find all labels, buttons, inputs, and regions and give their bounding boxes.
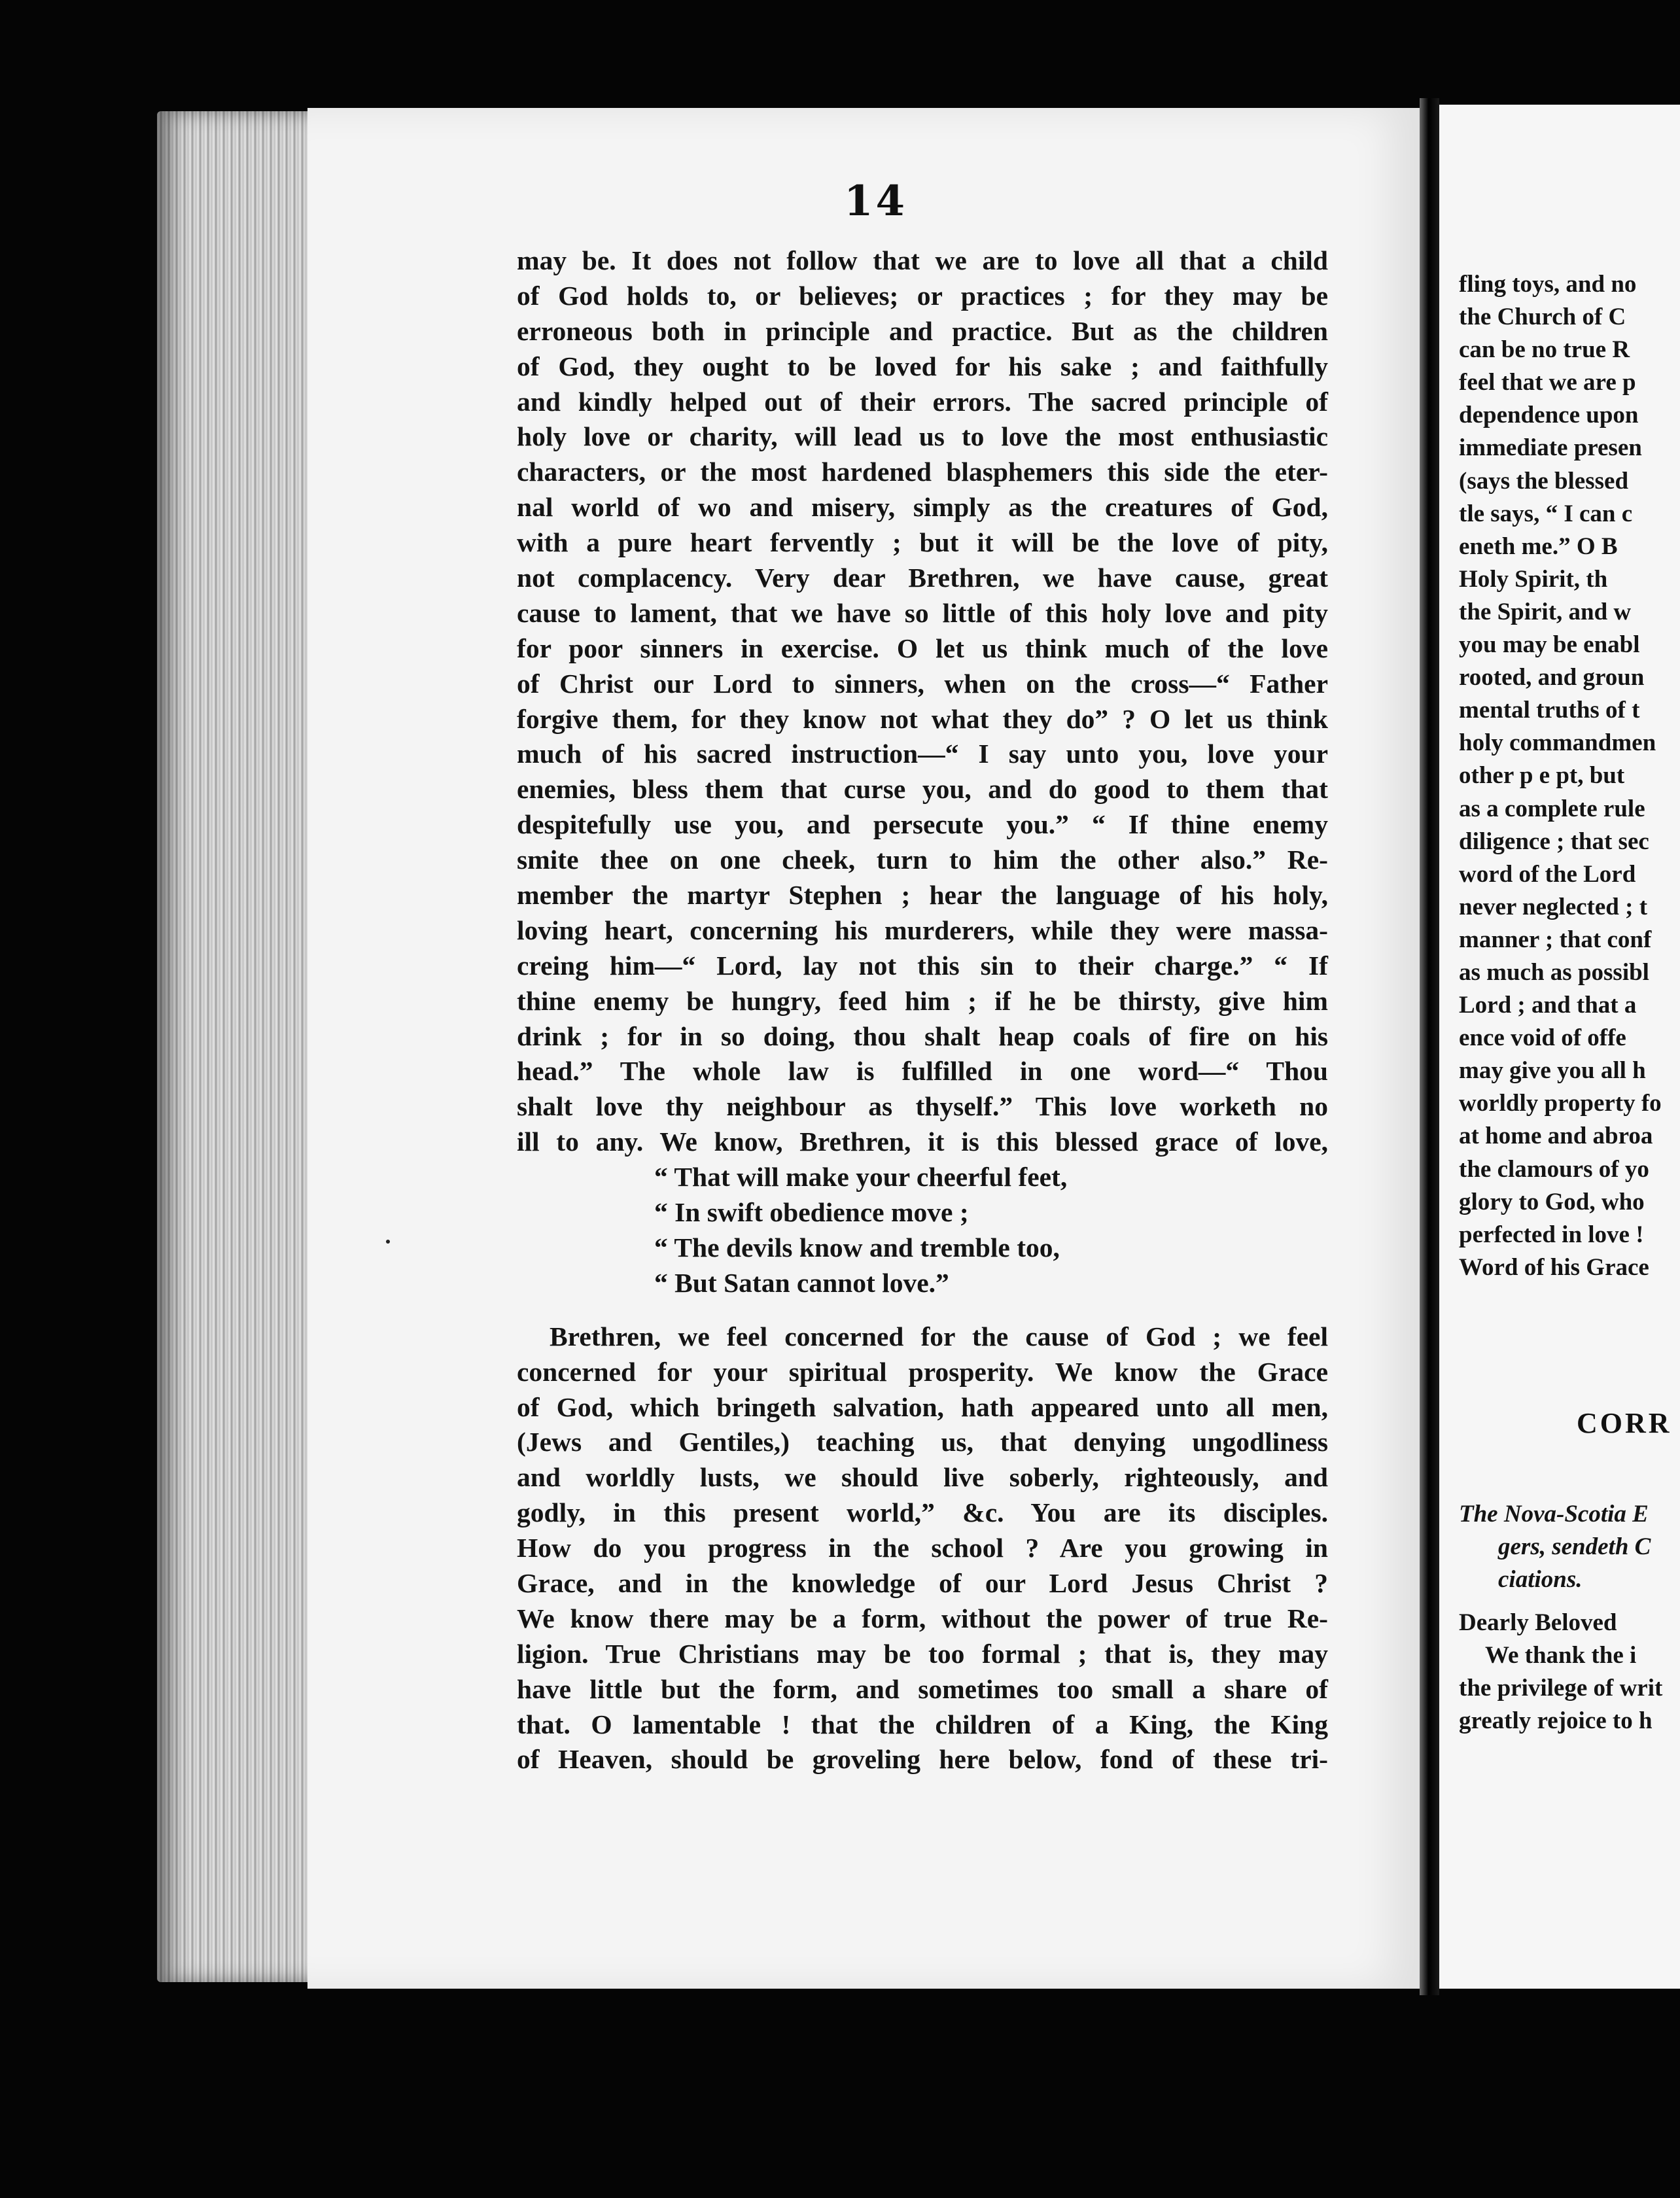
text-line: of Christ our Lord to sinners, when on the cross—“ Father	[517, 668, 1328, 699]
section-heading: CORR	[1577, 1407, 1672, 1439]
text-line: never neglected ; t	[1459, 893, 1648, 920]
book-page-edges	[157, 111, 314, 1982]
text-line: erroneous both in principle and practice. But as the children	[517, 315, 1328, 346]
letter-block	[1459, 1498, 1680, 1737]
text-line: shalt love thy neighbour as thyself.” This love worketh no	[517, 1091, 1328, 1122]
text-line: tle says, “ I can c	[1459, 500, 1633, 527]
text-line: not complacency. Very dear Brethren, we have cause, great	[517, 563, 1328, 593]
text-line: smite thee on one cheek, turn to him the other also.” Re-	[517, 845, 1328, 875]
text-line: holy commandmen	[1459, 729, 1656, 757]
text-line: drink ; for in so doing, thou shalt heap coals of fire on his	[517, 1020, 1328, 1051]
text-line: diligence ; that sec	[1459, 828, 1649, 855]
text-line: much of his sacred instruction—“ I say unto you, love your	[517, 739, 1328, 769]
hymn-verse	[517, 1160, 1328, 1301]
text-line: the Spirit, and w	[1459, 598, 1632, 625]
right-page-text	[1459, 268, 1680, 1284]
text-line: fling toys, and no	[1459, 271, 1637, 298]
text-line: concerned for your spiritual prosperity. We know the Grace	[517, 1356, 1328, 1387]
letter-salutation: Dearly Beloved	[1459, 1609, 1617, 1636]
text-line: rooted, and groun	[1459, 664, 1645, 691]
text-line: ligion. True Christians may be too formal ; that is, they may	[517, 1638, 1328, 1669]
verse-line: “ But Satan cannot love.”	[654, 1267, 949, 1298]
text-line: (says the blessed	[1459, 467, 1629, 495]
text-line: enemies, bless them that curse you, and do good to them that	[517, 774, 1328, 805]
text-line: member the martyr Stephen ; hear the language of his holy,	[517, 880, 1328, 911]
text-line: cause to lament, that we have so little of this holy love and pity	[517, 597, 1328, 628]
text-line: for poor sinners in exercise. O let us think much of the love	[517, 633, 1328, 663]
book-gutter	[1420, 98, 1439, 1995]
text-line: creing him—“ Lord, lay not this sin to their charge.” “ If	[517, 950, 1328, 981]
scan-speck	[386, 1240, 390, 1244]
text-line: may be. It does not follow that we are to love all that a child	[517, 245, 1328, 275]
verse-line: “ In swift obedience move ;	[654, 1197, 969, 1228]
text-line: holy love or charity, will lead us to love the most enthusiastic	[517, 421, 1328, 452]
text-line: characters, or the most hardened blasphemers this side the eter-	[517, 457, 1328, 487]
text-line: nal world of wo and misery, simply as the creatures of God,	[517, 492, 1328, 523]
text-line: you may be enabl	[1459, 631, 1640, 659]
text-line: at home and abroa	[1459, 1123, 1653, 1150]
text-line: Word of his Grace	[1459, 1253, 1649, 1281]
text-line: thine enemy be hungry, feed him ; if he be thirsty, give him	[517, 985, 1328, 1016]
left-page-text	[517, 243, 1328, 1777]
text-line: of God, they ought to be loved for his sake ; and faithfully	[517, 351, 1328, 381]
letter-title: The Nova-Scotia E	[1459, 1501, 1649, 1527]
text-line: manner ; that conf	[1459, 926, 1652, 953]
text-line: immediate presen	[1459, 434, 1642, 462]
text-line: as much as possibl	[1459, 958, 1649, 986]
page-number: 14	[844, 177, 908, 226]
text-line: of God holds to, or believes; or practices ; for they may be	[517, 280, 1328, 311]
spacer	[1459, 1596, 1680, 1607]
text-line: head.” The whole law is fulfilled in one word—“ Thou	[517, 1056, 1328, 1087]
text-line: mental truths of t	[1459, 697, 1640, 724]
text-line: and kindly helped out of their errors. The sacred principle of	[517, 386, 1328, 417]
text-line: with a pure heart fervently ; but it will be the love of pity,	[517, 527, 1328, 558]
text-line: How do you progress in the school ? Are you growing in	[517, 1533, 1328, 1563]
text-line: eneth me.” O B	[1459, 532, 1618, 560]
text-line: may give you all h	[1459, 1057, 1646, 1085]
text-line: worldly property fo	[1459, 1090, 1662, 1117]
paragraph-gap	[517, 1301, 1328, 1319]
text-line: and worldly lusts, we should live soberly, righteously, and	[517, 1462, 1328, 1493]
text-line: despitefully use you, and persecute you.” “ If thine enemy	[517, 809, 1328, 840]
text-line: have little but the form, and sometimes too small a share of	[517, 1673, 1328, 1704]
text-line: as a complete rule	[1459, 795, 1645, 822]
text-line: ence void of offe	[1459, 1024, 1626, 1052]
letter-line: greatly rejoice to h	[1459, 1707, 1653, 1734]
letter-line: the privilege of writ	[1459, 1675, 1663, 1701]
letter-title: ciations.	[1498, 1566, 1583, 1593]
verse-line: “ That will make your cheerful feet,	[654, 1162, 1068, 1193]
text-line: that. O lamentable ! that the children of a King, the King	[517, 1709, 1328, 1739]
text-line: godly, in this present world,” &c. You are its disciples.	[517, 1497, 1328, 1528]
text-line: dependence upon	[1459, 402, 1639, 429]
text-line: word of the Lord	[1459, 860, 1636, 888]
text-line: can be no true R	[1459, 336, 1630, 364]
text-line: of Heaven, should be groveling here below, fond of these tri-	[517, 1744, 1328, 1775]
text-line: Holy Spirit, th	[1459, 565, 1608, 593]
text-line: Grace, and in the knowledge of our Lord Jesus Christ ?	[517, 1567, 1328, 1598]
text-line: the Church of C	[1459, 304, 1626, 331]
text-line: perfected in love !	[1459, 1221, 1644, 1248]
text-line: ill to any. We know, Brethren, it is this blessed grace of love,	[517, 1126, 1328, 1157]
text-line: We know there may be a form, without the power of true Re-	[517, 1603, 1328, 1633]
text-line: the clamours of yo	[1459, 1155, 1649, 1183]
text-line: Lord ; and that a	[1459, 992, 1637, 1019]
text-line: Brethren, we feel concerned for the cause of God ; we feel	[550, 1321, 1328, 1352]
text-line: glory to God, who	[1459, 1188, 1645, 1215]
letter-title: gers, sendeth C	[1498, 1533, 1651, 1560]
verse-line: “ The devils know and tremble too,	[654, 1232, 1060, 1263]
letter-line: We thank the i	[1485, 1642, 1637, 1669]
text-line: (Jews and Gentiles,) teaching us, that denying ungodliness	[517, 1427, 1328, 1457]
text-line: other p e pt, but	[1459, 762, 1625, 790]
text-line: feel that we are p	[1459, 369, 1636, 396]
text-line: of God, which bringeth salvation, hath appeared unto all men,	[517, 1391, 1328, 1422]
text-line: loving heart, concerning his murderers, while they were massa-	[517, 915, 1328, 945]
text-line: forgive them, for they know not what they do” ? O let us think	[517, 703, 1328, 734]
